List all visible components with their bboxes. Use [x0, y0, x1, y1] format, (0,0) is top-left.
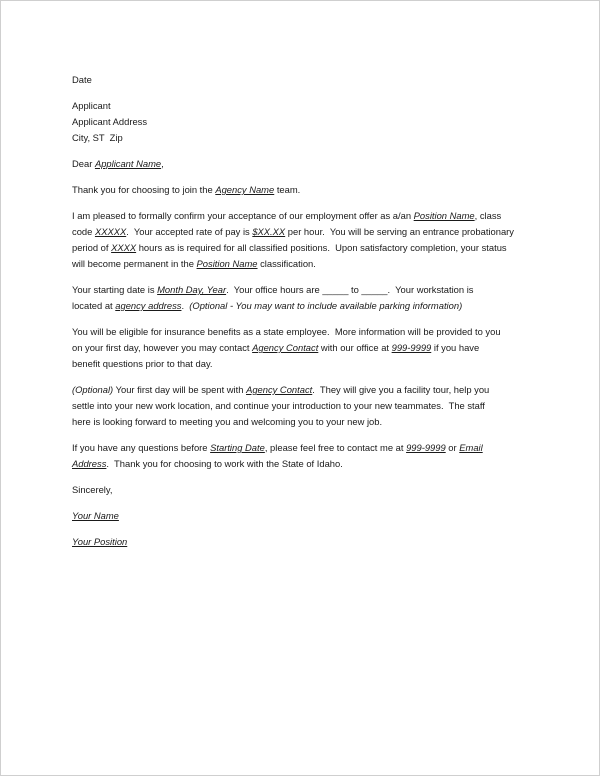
text: You will be eligible for insurance benefits as a state employee. More information will be provided to you	[72, 326, 501, 337]
your-position-placeholder: Your Position	[72, 536, 128, 547]
paragraph-offer	[72, 208, 542, 272]
text: code	[72, 226, 95, 237]
salutation	[72, 156, 542, 172]
text: . Your accepted rate of pay is	[126, 226, 253, 237]
text: classification.	[257, 258, 316, 269]
phone-placeholder-2: 999-9999	[406, 442, 446, 453]
text: Your first day will be spent with	[113, 384, 247, 395]
text: hours as is required for all classified positions. Upon satisfactory completion, your status	[136, 242, 507, 253]
date-line: Date	[72, 74, 92, 85]
valediction: Sincerely,	[72, 484, 113, 495]
text: Thank you for choosing to join the	[72, 184, 216, 195]
signature-name	[72, 508, 542, 524]
text: per hour. You will be serving an entrance probationary	[285, 226, 514, 237]
parking-note: (Optional - You may want to include available parking information)	[189, 300, 463, 311]
email-placeholder-part1: Email	[459, 442, 483, 453]
agency-contact-placeholder: Agency Contact	[252, 342, 319, 353]
text: settle into your new work location, and continue your introduction to your new teammates. The staff	[72, 400, 485, 411]
agency-name-placeholder: Agency Name	[215, 184, 275, 195]
starting-date-placeholder: Starting Date	[210, 442, 265, 453]
applicant-name-placeholder: Applicant Name	[94, 158, 162, 169]
paragraph-thanks	[72, 182, 542, 198]
letter-body	[72, 72, 542, 560]
phone-placeholder: 999-9999	[391, 342, 432, 353]
text: . They will give you a facility tour, help you	[312, 384, 490, 395]
text: will become permanent in the	[72, 258, 197, 269]
text: period of	[72, 242, 112, 253]
start-date-placeholder: Month Day, Year	[157, 284, 227, 295]
agency-address-placeholder: agency address	[115, 300, 182, 311]
pay-rate-placeholder: $XX.XX	[252, 226, 286, 237]
address-block	[72, 98, 542, 146]
text: , please feel free to contact me at	[264, 442, 407, 453]
text: here is looking forward to meeting you and welcoming you to your new job.	[72, 416, 383, 427]
text: benefit questions prior to that day.	[72, 358, 213, 369]
text: . Thank you for choosing to work with the State of Idaho.	[106, 458, 343, 469]
position-name-placeholder-2: Position Name	[196, 258, 258, 269]
paragraph-first-day	[72, 382, 542, 430]
text: if you have	[431, 342, 480, 353]
salutation-prefix: Dear	[72, 158, 95, 169]
paragraph-start-date	[72, 282, 542, 314]
address-line-3: City, ST Zip	[72, 132, 123, 143]
position-name-placeholder: Position Name	[413, 210, 475, 221]
text: .	[181, 300, 190, 311]
text: , class	[474, 210, 502, 221]
text: I am pleased to formally confirm your acceptance of our employment offer as a/an	[72, 210, 414, 221]
address-line-2: Applicant Address	[72, 116, 148, 127]
date-block	[72, 72, 542, 88]
closing-block	[72, 482, 542, 498]
probation-hours-placeholder: XXXX	[111, 242, 137, 253]
class-code-placeholder: XXXXX	[94, 226, 127, 237]
paragraph-questions	[72, 440, 542, 472]
text: located at	[72, 300, 116, 311]
text: on your first day, however you may contact	[72, 342, 253, 353]
agency-contact-placeholder-2: Agency Contact	[246, 384, 313, 395]
text: If you have any questions before	[72, 442, 211, 453]
address-line-1: Applicant	[72, 100, 111, 111]
text: or	[445, 442, 460, 453]
signature-position	[72, 534, 542, 550]
text: . Your office hours are _____ to _____. Your workstation is	[226, 284, 474, 295]
email-placeholder-part2: Address	[72, 458, 107, 469]
text: with our office at	[318, 342, 392, 353]
salutation-suffix: ,	[161, 158, 164, 169]
paragraph-benefits	[72, 324, 542, 372]
optional-label: (Optional)	[72, 384, 114, 395]
text: team.	[274, 184, 301, 195]
your-name-placeholder: Your Name	[72, 510, 119, 521]
text: Your starting date is	[72, 284, 158, 295]
